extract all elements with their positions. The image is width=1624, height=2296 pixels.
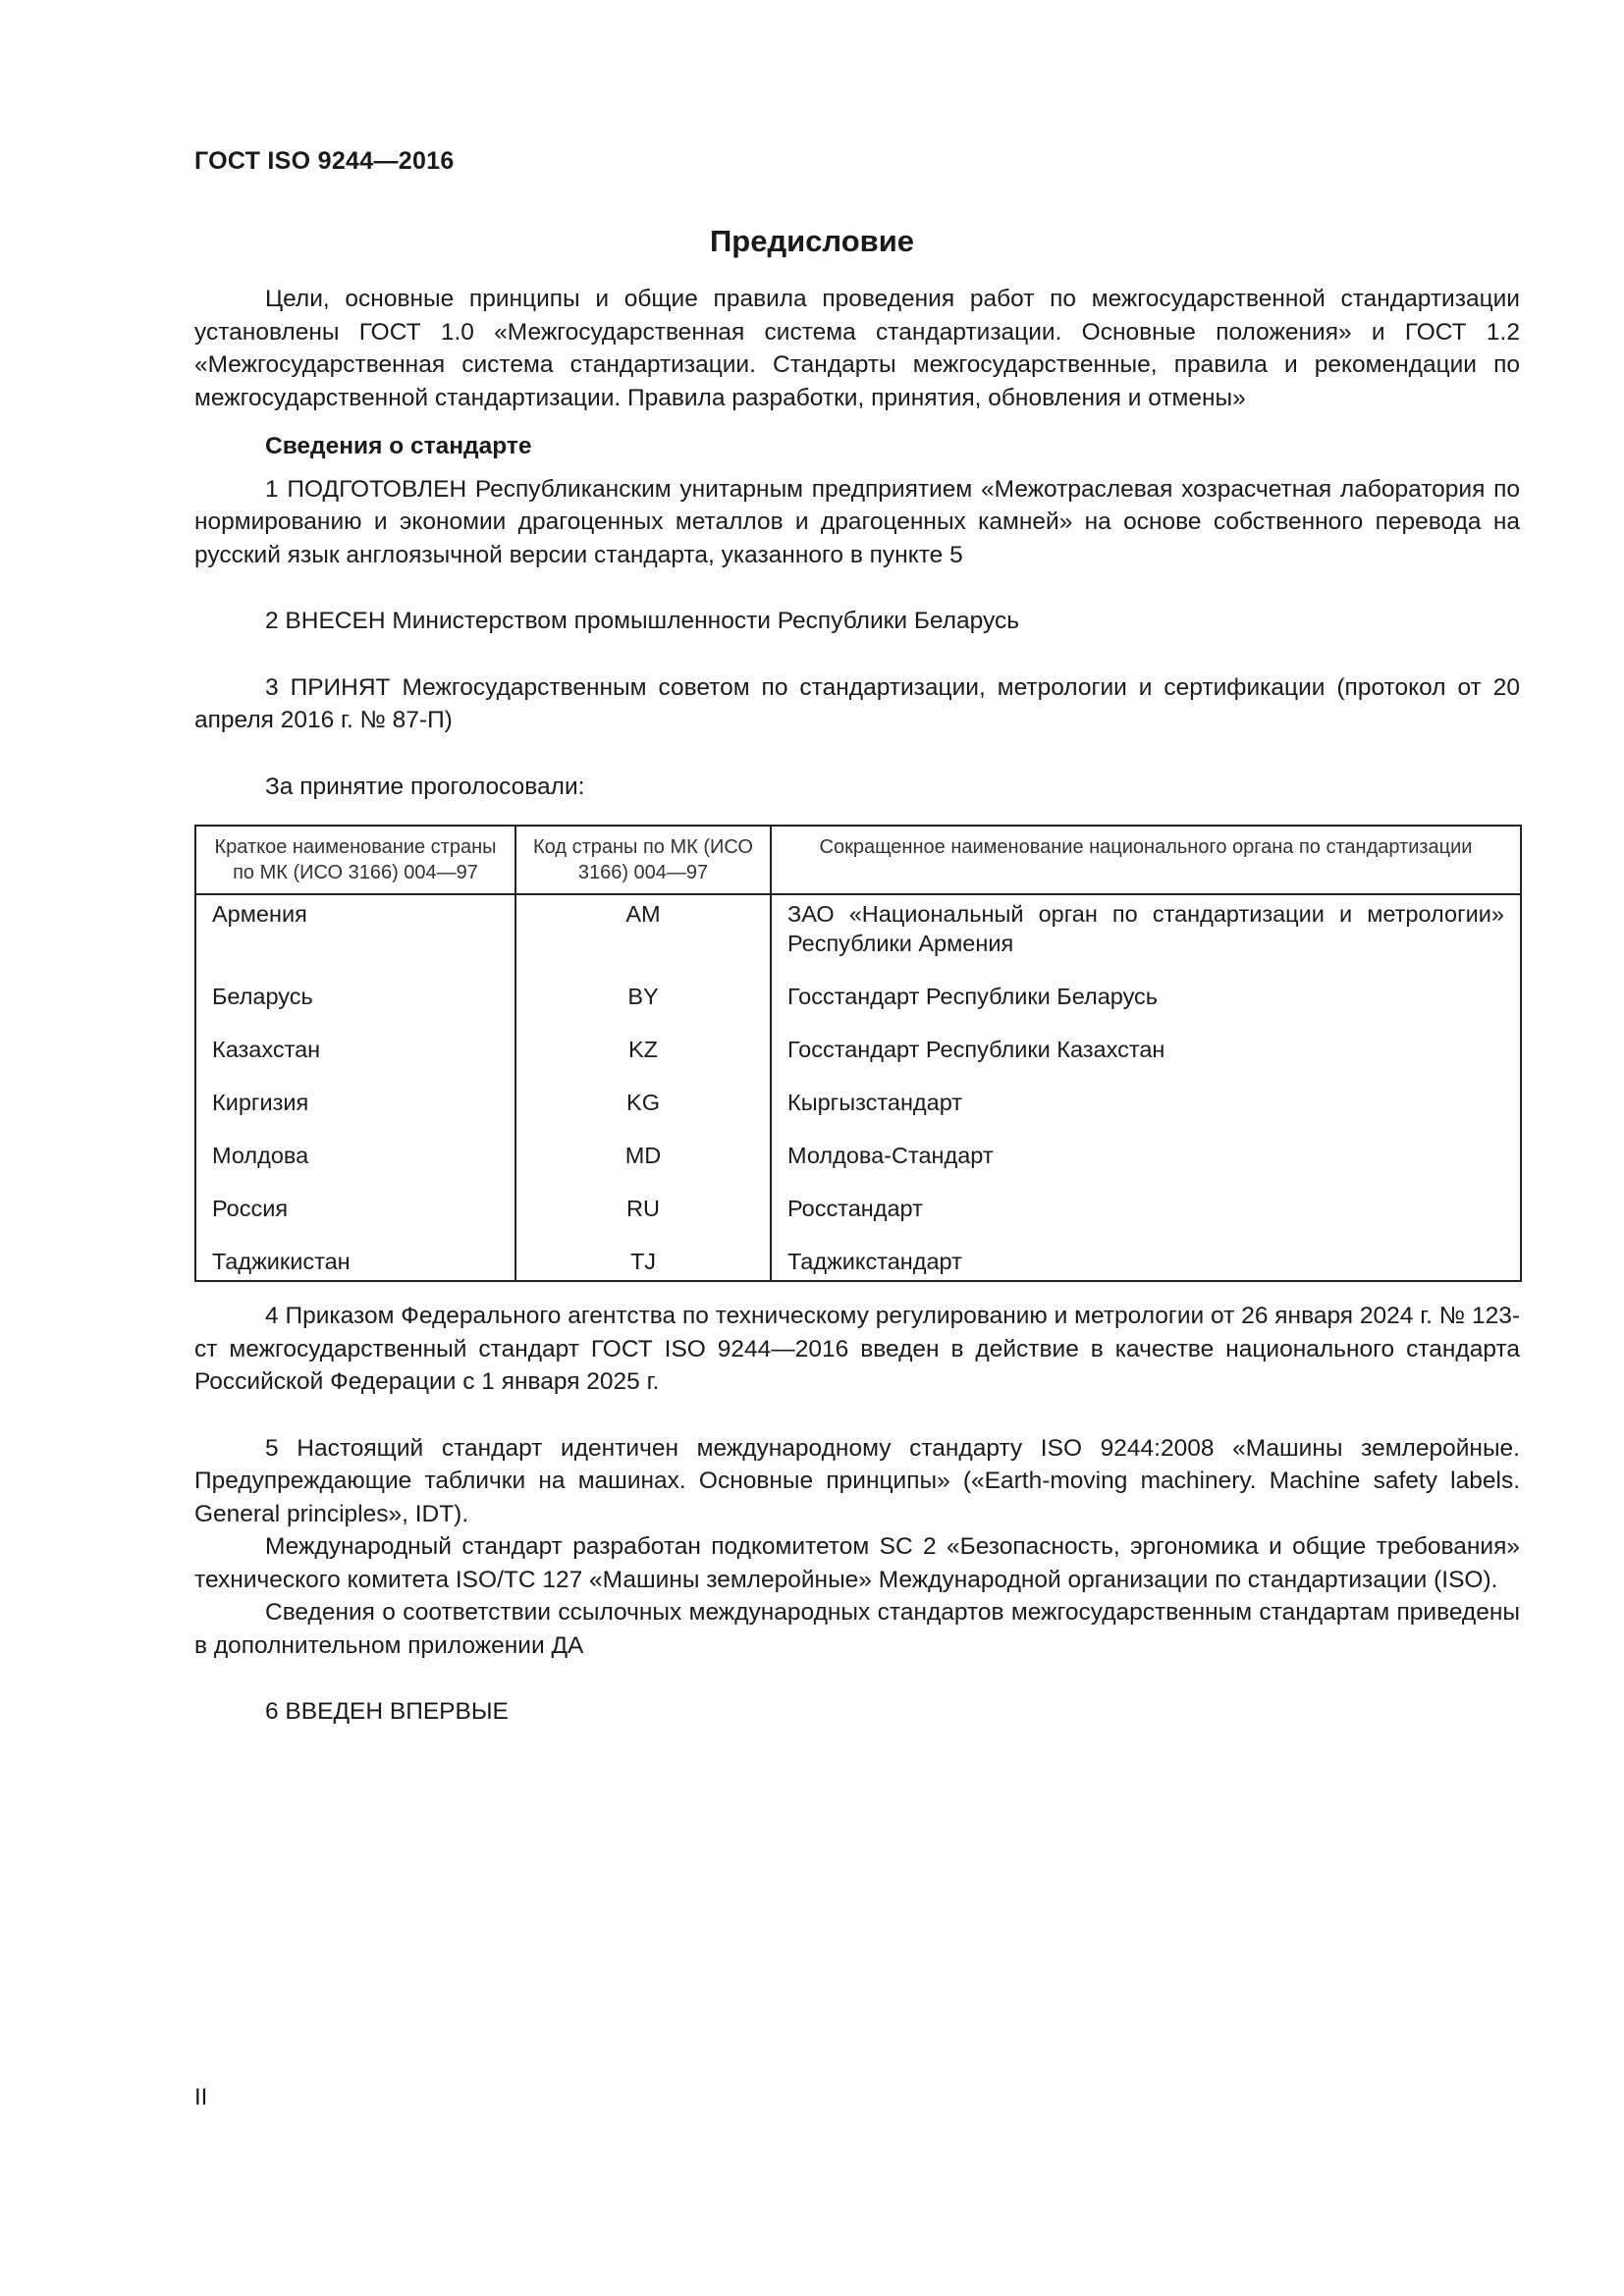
- item-2-submitted: 2 ВНЕСЕН Министерством промышленности Республики Беларусь: [265, 608, 1019, 634]
- table-row: [195, 1137, 1521, 1190]
- item-3-adopted: 3 ПРИНЯТ Межгосударственным советом по стандартизации, метрологии и сертификации (протокол от 20 апреля 2016 г. № 87-П): [194, 673, 1520, 733]
- country-code: TJ: [515, 1243, 771, 1281]
- page-title: Предисловие: [709, 224, 914, 258]
- item-5-references: Сведения о соответствии ссылочных международных стандартов межгосударственным стандартам приведены в дополнительном приложении ДА: [194, 1599, 1520, 1659]
- foreword-content: [194, 283, 1520, 1729]
- table-row: [195, 1190, 1521, 1243]
- voted-label: За принятие проголосовали:: [265, 773, 585, 800]
- item-5-identical: 5 Настоящий стандарт идентичен международному стандарту ISO 9244:2008 «Машины землеройные. Предупреждающие таблички на машинах. Основные принципы» («Earth-moving machinery. Machine safety labels. General principles», IDT).: [194, 1434, 1520, 1527]
- column-header-body: Сокращенное наименование национального органа по стандартизации: [771, 826, 1521, 894]
- column-header-country: Краткое наименование страны по МК (ИСО 3166) 004—97: [195, 826, 515, 894]
- national-body: Госстандарт Республики Беларусь: [771, 978, 1521, 1031]
- national-body: Таджикстандарт: [771, 1243, 1521, 1281]
- country-name: Казахстан: [195, 1031, 515, 1084]
- national-body: Молдова-Стандарт: [771, 1137, 1521, 1190]
- intro-paragraph: Цели, основные принципы и общие правила проведения работ по межгосударственной стандартизации установлены ГОСТ 1.0 «Межгосударственная система стандартизации. Основные положения» и ГОСТ 1.2 «Межгосударственная система стандартизации. Стандарты межгосударственные, правила и рекомендации по межгосударственной стандартизации. Правила разработки, принятия, обновления и отмены»: [194, 286, 1520, 411]
- item-5-developer: Международный стандарт разработан подкомитетом SC 2 «Безопасность, эргономика и общие требования» технического комитета ISO/TC 127 «Машины землеройные» Международной организации по стандартизации (ISO).: [194, 1533, 1520, 1593]
- country-code: AM: [515, 894, 771, 978]
- country-code: BY: [515, 978, 771, 1031]
- standard-info-subheading: Сведения о стандарте: [265, 433, 532, 459]
- table-row: [195, 1031, 1521, 1084]
- document-id-header: ГОСТ ISO 9244—2016: [194, 147, 455, 175]
- country-code: KG: [515, 1084, 771, 1137]
- country-code: MD: [515, 1137, 771, 1190]
- country-name: Россия: [195, 1190, 515, 1243]
- table-row: [195, 1243, 1521, 1281]
- national-body: Росстандарт: [771, 1190, 1521, 1243]
- item-4-order: 4 Приказом Федерального агентства по техническому регулированию и метрологии от 26 января 2024 г. № 123-ст межгосударственный стандарт ГОСТ ISO 9244—2016 введен в действие в качестве национального стандарта Российской Федерации с 1 января 2025 г.: [194, 1303, 1520, 1395]
- country-code: RU: [515, 1190, 771, 1243]
- table-row: [195, 1084, 1521, 1137]
- national-body: Кыргызстандарт: [771, 1084, 1521, 1137]
- table-header-row: [195, 826, 1521, 894]
- voting-countries-table: [194, 825, 1522, 1282]
- country-name: Армения: [195, 894, 515, 978]
- table-row: [195, 978, 1521, 1031]
- country-name: Таджикистан: [195, 1243, 515, 1281]
- country-code: KZ: [515, 1031, 771, 1084]
- page-number: II: [194, 2084, 208, 2110]
- country-name: Беларусь: [195, 978, 515, 1031]
- table-row: [195, 894, 1521, 978]
- item-1-prepared: 1 ПОДГОТОВЛЕН Республиканским унитарным предприятием «Межотраслевая хозрасчетная лаборатория по нормированию и экономии драгоценных металлов и драгоценных камней» на основе собственного перевода на русский язык англоязычной версии стандарта, указанного в пункте 5: [194, 475, 1520, 568]
- national-body: ЗАО «Национальный орган по стандартизации и метрологии» Республики Армения: [771, 894, 1521, 978]
- country-name: Киргизия: [195, 1084, 515, 1137]
- national-body: Госстандарт Республики Казахстан: [771, 1031, 1521, 1084]
- item-6-first-introduced: 6 ВВЕДЕН ВПЕРВЫЕ: [265, 1698, 509, 1725]
- country-name: Молдова: [195, 1137, 515, 1190]
- column-header-code: Код страны по МК (ИСО 3166) 004—97: [515, 826, 771, 894]
